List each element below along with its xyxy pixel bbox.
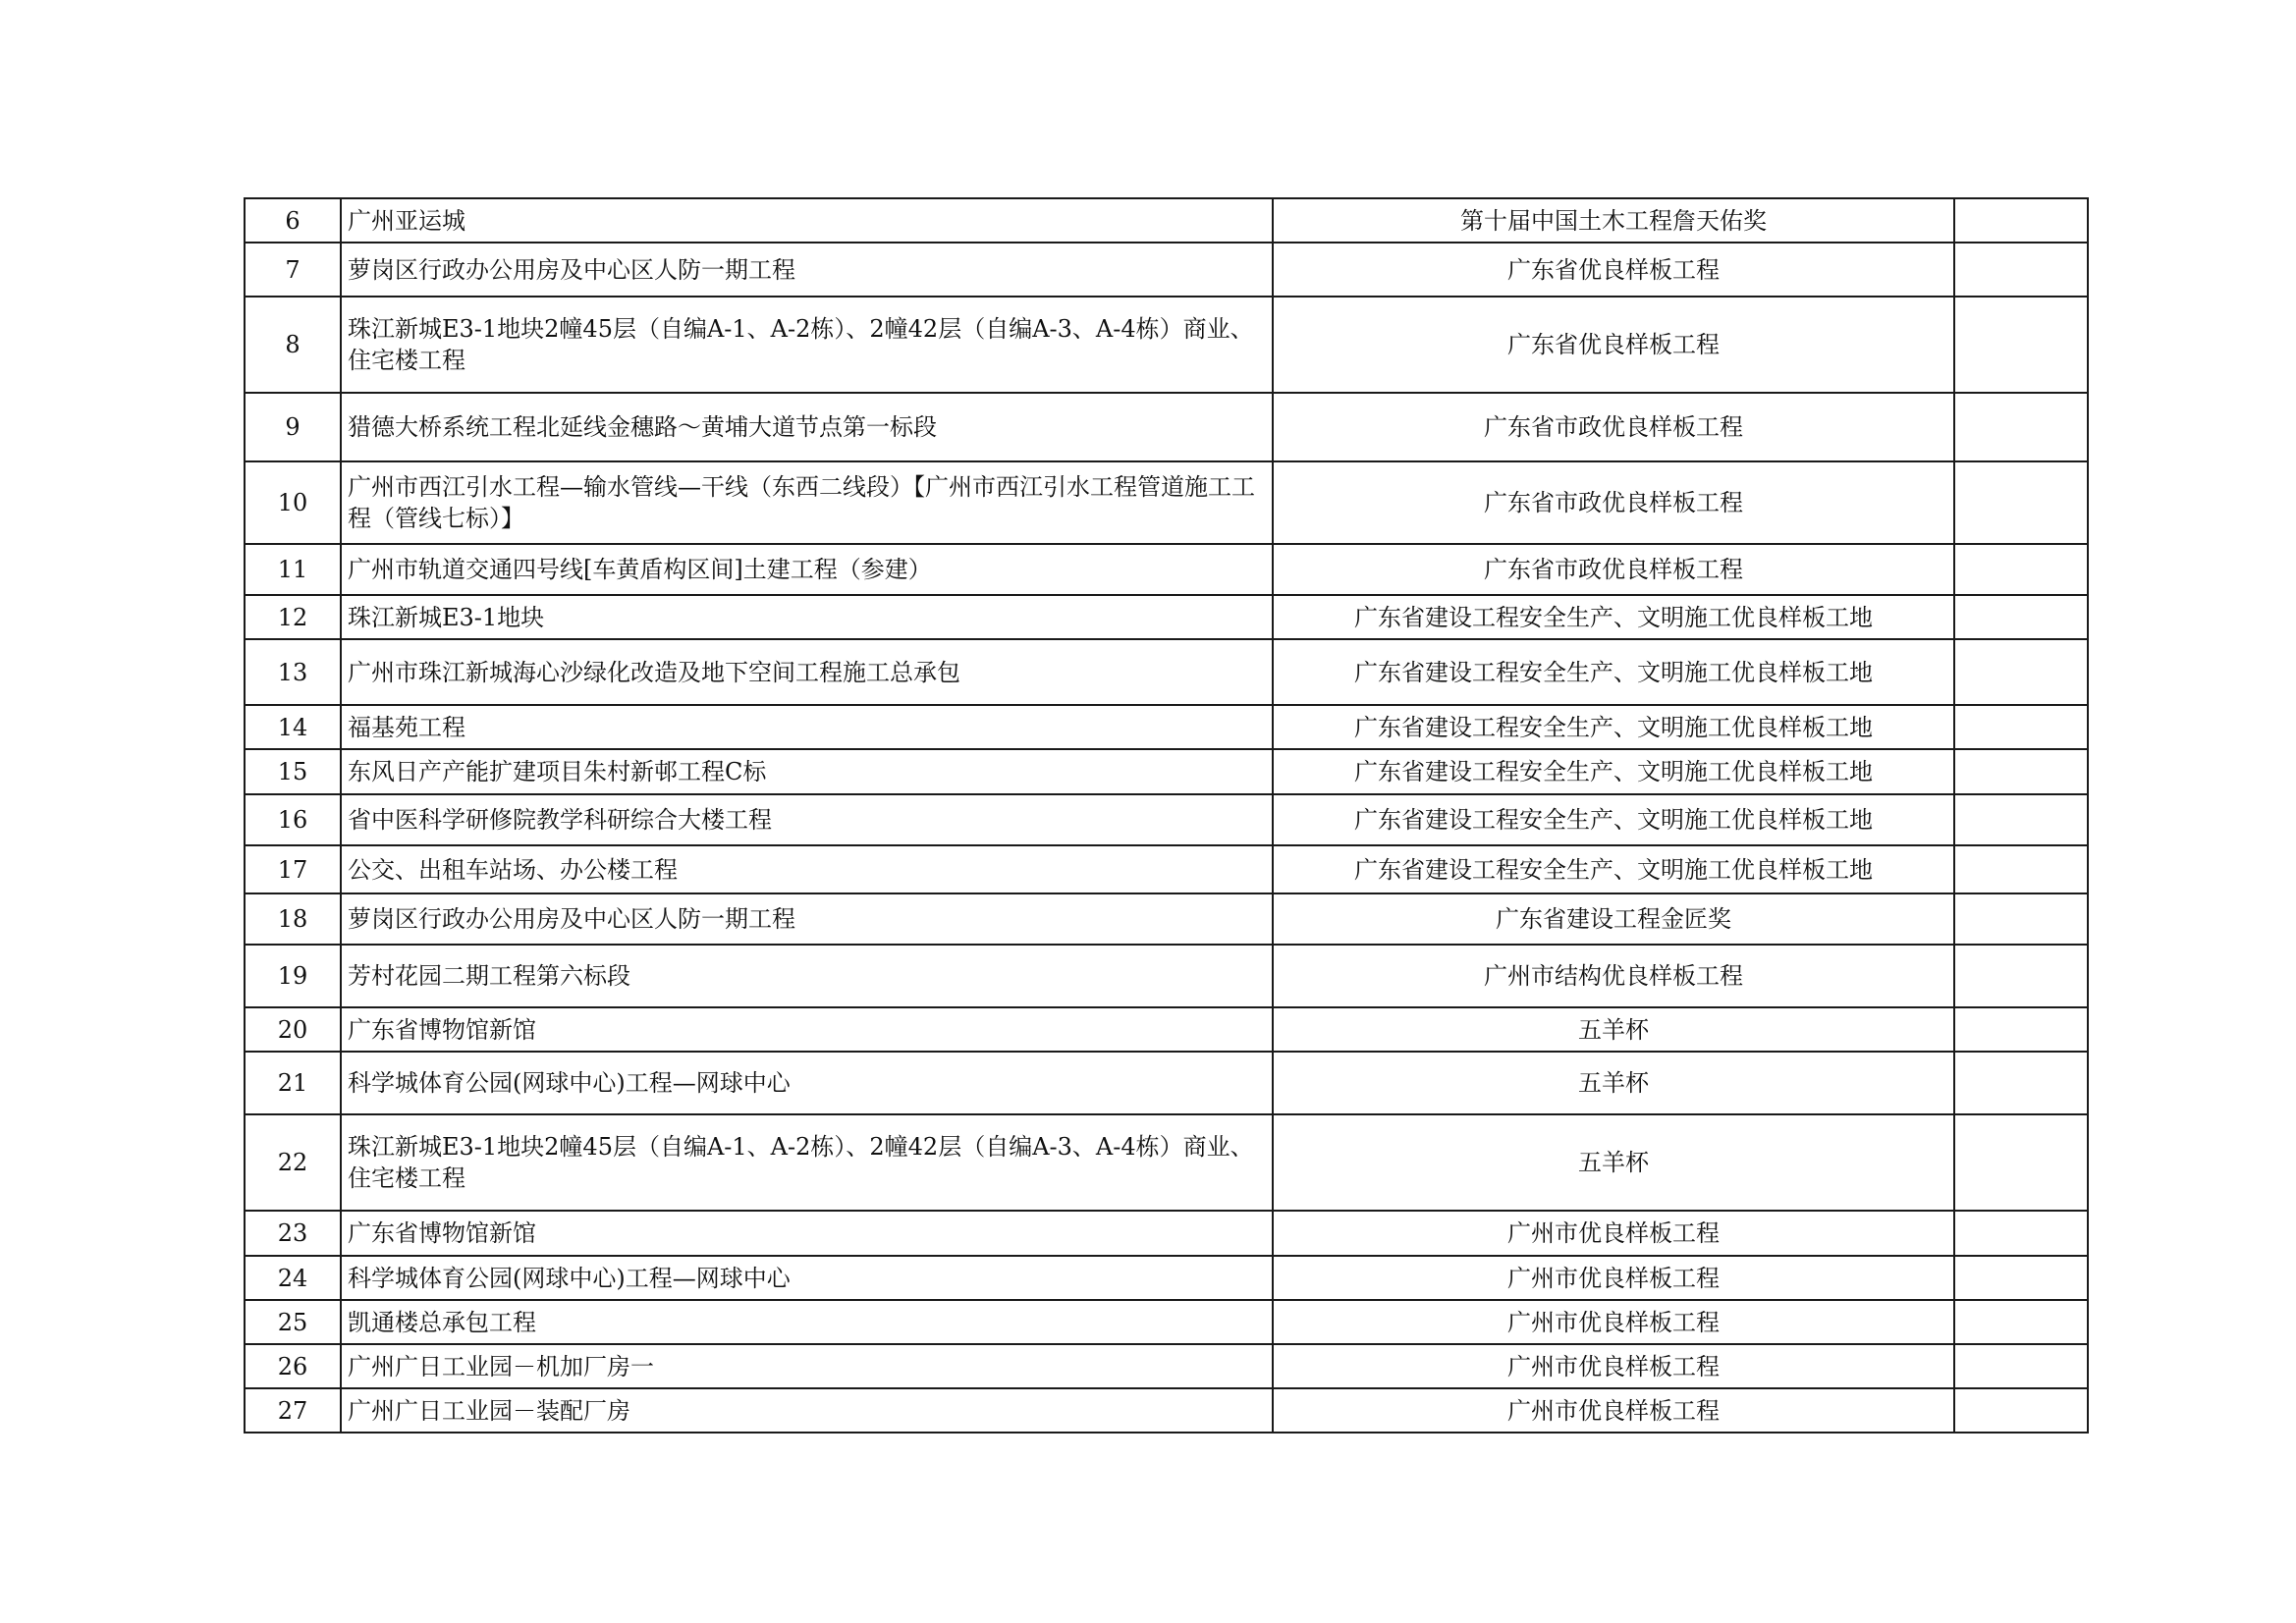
row-number: 24 bbox=[245, 1256, 341, 1300]
blank-cell bbox=[1954, 461, 2088, 544]
blank-cell bbox=[1954, 544, 2088, 595]
table-row bbox=[245, 1388, 2088, 1433]
project-name: 芳村花园二期工程第六标段 bbox=[341, 945, 1273, 1007]
project-name: 公交、出租车站场、办公楼工程 bbox=[341, 845, 1273, 893]
row-number: 26 bbox=[245, 1344, 341, 1388]
row-number: 17 bbox=[245, 845, 341, 893]
award-name: 广州市优良样板工程 bbox=[1273, 1256, 1954, 1300]
award-name: 广东省建设工程安全生产、文明施工优良样板工地 bbox=[1273, 749, 1954, 794]
award-name: 广东省优良样板工程 bbox=[1273, 297, 1954, 393]
award-name: 广东省市政优良样板工程 bbox=[1273, 544, 1954, 595]
project-name: 萝岗区行政办公用房及中心区人防一期工程 bbox=[341, 893, 1273, 945]
row-number: 16 bbox=[245, 794, 341, 845]
blank-cell bbox=[1954, 705, 2088, 749]
blank-cell bbox=[1954, 1211, 2088, 1256]
row-number: 14 bbox=[245, 705, 341, 749]
table-row bbox=[245, 1256, 2088, 1300]
table-row bbox=[245, 749, 2088, 794]
project-name: 东风日产产能扩建项目朱村新邨工程C标 bbox=[341, 749, 1273, 794]
blank-cell bbox=[1954, 1388, 2088, 1433]
table-row bbox=[245, 1114, 2088, 1211]
table-row bbox=[245, 243, 2088, 297]
awards-table-body bbox=[245, 198, 2088, 1433]
table-row bbox=[245, 705, 2088, 749]
table-row bbox=[245, 945, 2088, 1007]
blank-cell bbox=[1954, 1007, 2088, 1052]
project-name: 珠江新城E3-1地块 bbox=[341, 595, 1273, 639]
table-row bbox=[245, 1007, 2088, 1052]
row-number: 22 bbox=[245, 1114, 341, 1211]
blank-cell bbox=[1954, 1300, 2088, 1344]
table-row bbox=[245, 461, 2088, 544]
table-row bbox=[245, 639, 2088, 705]
row-number: 11 bbox=[245, 544, 341, 595]
blank-cell bbox=[1954, 243, 2088, 297]
award-name: 广州市优良样板工程 bbox=[1273, 1388, 1954, 1433]
award-name: 广东省市政优良样板工程 bbox=[1273, 461, 1954, 544]
project-name: 猎德大桥系统工程北延线金穗路～黄埔大道节点第一标段 bbox=[341, 393, 1273, 461]
row-number: 9 bbox=[245, 393, 341, 461]
award-name: 广东省市政优良样板工程 bbox=[1273, 393, 1954, 461]
project-name: 广东省博物馆新馆 bbox=[341, 1211, 1273, 1256]
project-name: 广州亚运城 bbox=[341, 198, 1273, 243]
project-name: 广东省博物馆新馆 bbox=[341, 1007, 1273, 1052]
project-name: 福基苑工程 bbox=[341, 705, 1273, 749]
project-name: 广州市轨道交通四号线[车黄盾构区间]土建工程（参建） bbox=[341, 544, 1273, 595]
blank-cell bbox=[1954, 893, 2088, 945]
award-name: 五羊杯 bbox=[1273, 1052, 1954, 1114]
project-name: 广州市西江引水工程—输水管线—干线（东西二线段）【广州市西江引水工程管道施工工程（管线七标）】 bbox=[341, 461, 1273, 544]
row-number: 18 bbox=[245, 893, 341, 945]
table-row bbox=[245, 893, 2088, 945]
table-row bbox=[245, 1344, 2088, 1388]
row-number: 25 bbox=[245, 1300, 341, 1344]
award-name: 五羊杯 bbox=[1273, 1114, 1954, 1211]
row-number: 8 bbox=[245, 297, 341, 393]
blank-cell bbox=[1954, 198, 2088, 243]
project-name: 科学城体育公园(网球中心)工程—网球中心 bbox=[341, 1052, 1273, 1114]
award-name: 广州市优良样板工程 bbox=[1273, 1344, 1954, 1388]
table-row bbox=[245, 544, 2088, 595]
blank-cell bbox=[1954, 595, 2088, 639]
table-row bbox=[245, 297, 2088, 393]
table-row bbox=[245, 1052, 2088, 1114]
blank-cell bbox=[1954, 794, 2088, 845]
row-number: 21 bbox=[245, 1052, 341, 1114]
row-number: 6 bbox=[245, 198, 341, 243]
row-number: 13 bbox=[245, 639, 341, 705]
blank-cell bbox=[1954, 393, 2088, 461]
table-row bbox=[245, 198, 2088, 243]
project-name: 萝岗区行政办公用房及中心区人防一期工程 bbox=[341, 243, 1273, 297]
row-number: 12 bbox=[245, 595, 341, 639]
award-name: 广东省建设工程安全生产、文明施工优良样板工地 bbox=[1273, 794, 1954, 845]
award-name: 广东省建设工程安全生产、文明施工优良样板工地 bbox=[1273, 639, 1954, 705]
blank-cell bbox=[1954, 749, 2088, 794]
award-name: 广东省建设工程安全生产、文明施工优良样板工地 bbox=[1273, 595, 1954, 639]
project-name: 科学城体育公园(网球中心)工程—网球中心 bbox=[341, 1256, 1273, 1300]
project-name: 广州市珠江新城海心沙绿化改造及地下空间工程施工总承包 bbox=[341, 639, 1273, 705]
row-number: 7 bbox=[245, 243, 341, 297]
award-name: 广东省建设工程金匠奖 bbox=[1273, 893, 1954, 945]
project-name: 广州广日工业园－机加厂房一 bbox=[341, 1344, 1273, 1388]
award-name: 广东省建设工程安全生产、文明施工优良样板工地 bbox=[1273, 705, 1954, 749]
award-name: 第十届中国土木工程詹天佑奖 bbox=[1273, 198, 1954, 243]
row-number: 20 bbox=[245, 1007, 341, 1052]
row-number: 27 bbox=[245, 1388, 341, 1433]
row-number: 19 bbox=[245, 945, 341, 1007]
project-name: 珠江新城E3-1地块2幢45层（自编A-1、A-2栋）、2幢42层（自编A-3、A-4栋）商业、住宅楼工程 bbox=[341, 1114, 1273, 1211]
blank-cell bbox=[1954, 1256, 2088, 1300]
awards-table bbox=[244, 197, 2089, 1434]
table-row bbox=[245, 845, 2088, 893]
table-row bbox=[245, 1211, 2088, 1256]
project-name: 广州广日工业园－装配厂房 bbox=[341, 1388, 1273, 1433]
blank-cell bbox=[1954, 845, 2088, 893]
row-number: 15 bbox=[245, 749, 341, 794]
award-name: 广州市优良样板工程 bbox=[1273, 1300, 1954, 1344]
award-name: 广州市结构优良样板工程 bbox=[1273, 945, 1954, 1007]
blank-cell bbox=[1954, 297, 2088, 393]
table-row bbox=[245, 794, 2088, 845]
project-name: 凯通楼总承包工程 bbox=[341, 1300, 1273, 1344]
project-name: 珠江新城E3-1地块2幢45层（自编A-1、A-2栋）、2幢42层（自编A-3、A-4栋）商业、住宅楼工程 bbox=[341, 297, 1273, 393]
project-name: 省中医科学研修院教学科研综合大楼工程 bbox=[341, 794, 1273, 845]
blank-cell bbox=[1954, 639, 2088, 705]
award-name: 广东省优良样板工程 bbox=[1273, 243, 1954, 297]
blank-cell bbox=[1954, 945, 2088, 1007]
blank-cell bbox=[1954, 1114, 2088, 1211]
table-row bbox=[245, 595, 2088, 639]
award-name: 五羊杯 bbox=[1273, 1007, 1954, 1052]
blank-cell bbox=[1954, 1052, 2088, 1114]
award-name: 广东省建设工程安全生产、文明施工优良样板工地 bbox=[1273, 845, 1954, 893]
row-number: 23 bbox=[245, 1211, 341, 1256]
row-number: 10 bbox=[245, 461, 341, 544]
table-row bbox=[245, 1300, 2088, 1344]
table-row bbox=[245, 393, 2088, 461]
blank-cell bbox=[1954, 1344, 2088, 1388]
award-name: 广州市优良样板工程 bbox=[1273, 1211, 1954, 1256]
